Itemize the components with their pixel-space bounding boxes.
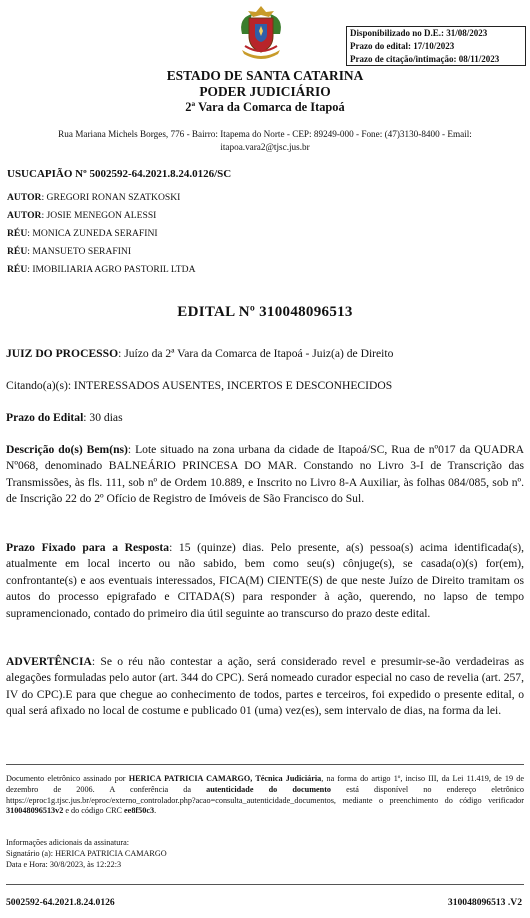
party-name: : GREGORI RONAN SZATKOSKI — [41, 192, 181, 203]
footer-divider — [6, 884, 524, 885]
party-name: : MANSUETO SERAFINI — [27, 246, 132, 257]
publication-date: Disponibilizado no D.E.: 31/08/2023 — [350, 28, 488, 38]
party-role: RÉU — [7, 228, 28, 239]
deadline-paragraph — [6, 410, 524, 426]
edital-title: EDITAL Nº 310048096513 — [177, 304, 353, 320]
party-name: : IMOBILIARIA AGRO PASTORIL LTDA — [27, 264, 196, 275]
signature-text: . — [154, 806, 157, 816]
party-role: RÉU — [7, 246, 28, 257]
authenticity-label: autenticidade do documento — [206, 784, 332, 794]
crc-code: ee8f50c3 — [124, 806, 155, 816]
court-address — [20, 128, 510, 154]
address-line: Rua Mariana Michels Borges, 776 - Bairro: Itapema do Norte - CEP: 89249-000 - Fone: (47)3130-8400 - Email: — [58, 129, 472, 139]
party-row — [7, 264, 196, 275]
verifier-code: 310048096513v2 — [6, 806, 64, 816]
signature-notice — [6, 774, 524, 817]
party-role: AUTOR — [7, 210, 42, 221]
signature-text: , na forma do artigo 1º, inciso III, da Lei 11.419, de 19 de dezembro de 2006. A conferência da — [6, 774, 524, 794]
signature-info — [6, 838, 524, 870]
party-name: : MONICA ZUNEDA SERAFINI — [27, 228, 158, 239]
cited-paragraph: Citando(a)(s): INTERESSADOS AUSENTES, INCERTOS E DESCONHECIDOS — [6, 379, 393, 392]
court-heading: 2ª Vara da Comarca de Itapoá — [185, 100, 345, 114]
publication-info-box — [346, 26, 526, 66]
edital-deadline: Prazo do edital: 17/10/2023 — [350, 41, 455, 51]
response-text: : 15 (quinze) dias. Pelo presente, a(s) pessoa(s) acima identificada(s), atualmente em local incerto ou não sabido, bem como seu(s) cônjuge(s), se casada(o)(s) for(em), confrontante(s) e aos eventuais interessados, FICA(M) CIENTE(S) de que neste Juízo de Direito tramitam os autos do processo epigrafado e CITADA(S) para responder à ação, querendo, no lapso de tempo supramencionado, contado do primeiro dia útil seguinte ao transcurso do prazo deste edital. — [6, 541, 524, 620]
deadline-text: : 30 dias — [83, 411, 123, 424]
property-description-paragraph — [6, 442, 524, 508]
judge-text: : Juízo da 2ª Vara da Comarca de Itapoá - Juiz(a) de Direito — [118, 347, 394, 360]
party-role: RÉU — [7, 264, 28, 275]
warning-paragraph — [6, 654, 524, 720]
signature-text: e do código CRC — [63, 806, 125, 816]
case-number: USUCAPIÃO Nº 5002592-64.2021.8.24.0126/SC — [7, 168, 232, 180]
document-process-number: 5002592-64.2021.8.24.0126 — [6, 897, 115, 908]
signature-info-title: Informações adicionais da assinatura: — [6, 838, 129, 847]
footer-divider — [6, 764, 524, 765]
signature-text: está disponível no endereço eletrônico https://eproc1g.tjsc.jus.br/eproc/externo_controlador.php?acao=consulta_autenticidade_documentos, mediante o preenchimento do código verificador — [6, 784, 524, 805]
santa-catarina-coat-of-arms-icon — [236, 4, 286, 62]
response-deadline-paragraph — [6, 540, 524, 622]
judge-label: JUIZ DO PROCESSO — [6, 347, 119, 360]
address-email: itapoa.vara2@tjsc.jus.br — [220, 142, 310, 152]
warning-text: : Se o réu não contestar a ação, será considerado revel e presumir-se-ão verdadeiras as alegações formuladas pelo autor (art. 344 do CPC). Será nomeado curador especial no caso de revelia (art. 257, IV do CPC).E para que chegue ao conhecimento de todos, partes e terceiros, foi expedido o presente edital, o qual será afixado no local de costume e publicado 01 (uma) vez(es), sem intervalo de dias, na forma da lei. — [6, 655, 524, 718]
signature-text: Documento eletrônico assinado por — [6, 774, 129, 783]
signature-datetime: Data e Hora: 30/8/2023, às 12:22:3 — [6, 859, 122, 869]
citation-deadline: Prazo de citação/intimação: 08/11/2023 — [350, 54, 500, 64]
description-label: Descrição do(s) Bem(ns) — [6, 443, 128, 456]
document-version: 310048096513 .V2 — [447, 897, 522, 908]
signer: Signatário (a): HERICA PATRICIA CAMARGO — [6, 848, 167, 858]
signer-name: HERICA PATRICIA CAMARGO, Técnica Judiciária — [128, 774, 322, 783]
power-heading: PODER JUDICIÁRIO — [199, 84, 331, 99]
judge-paragraph — [6, 346, 524, 362]
description-text: : Lote situado na zona urbana da cidade de Itapoá/SC, Rua de nº017 da QUADRA Nº068, denominado BALNEÁRIO PRINCESA DO MAR. Constando no Livro 3-I de Transcrição das Transmissões, às fls. 111, sob nº de Ordem 10.889, e Inscrito no Livro 8-A Auxiliar, às folhas 084/085, sob nº. de Inscrição 22 do 2º Ofício de Registro de Imóveis de São Francisco do Sul. — [6, 443, 524, 506]
warning-label: ADVERTÊNCIA — [6, 655, 92, 668]
deadline-label: Prazo do Edital — [6, 411, 84, 424]
party-row — [7, 228, 158, 239]
response-label: Prazo Fixado para a Resposta — [6, 541, 170, 554]
party-row — [7, 210, 156, 221]
party-row — [7, 192, 180, 203]
party-role: AUTOR — [7, 192, 42, 203]
party-name: : JOSIE MENEGON ALESSI — [41, 210, 157, 221]
party-row — [7, 246, 131, 257]
state-heading: ESTADO DE SANTA CATARINA — [166, 68, 364, 83]
